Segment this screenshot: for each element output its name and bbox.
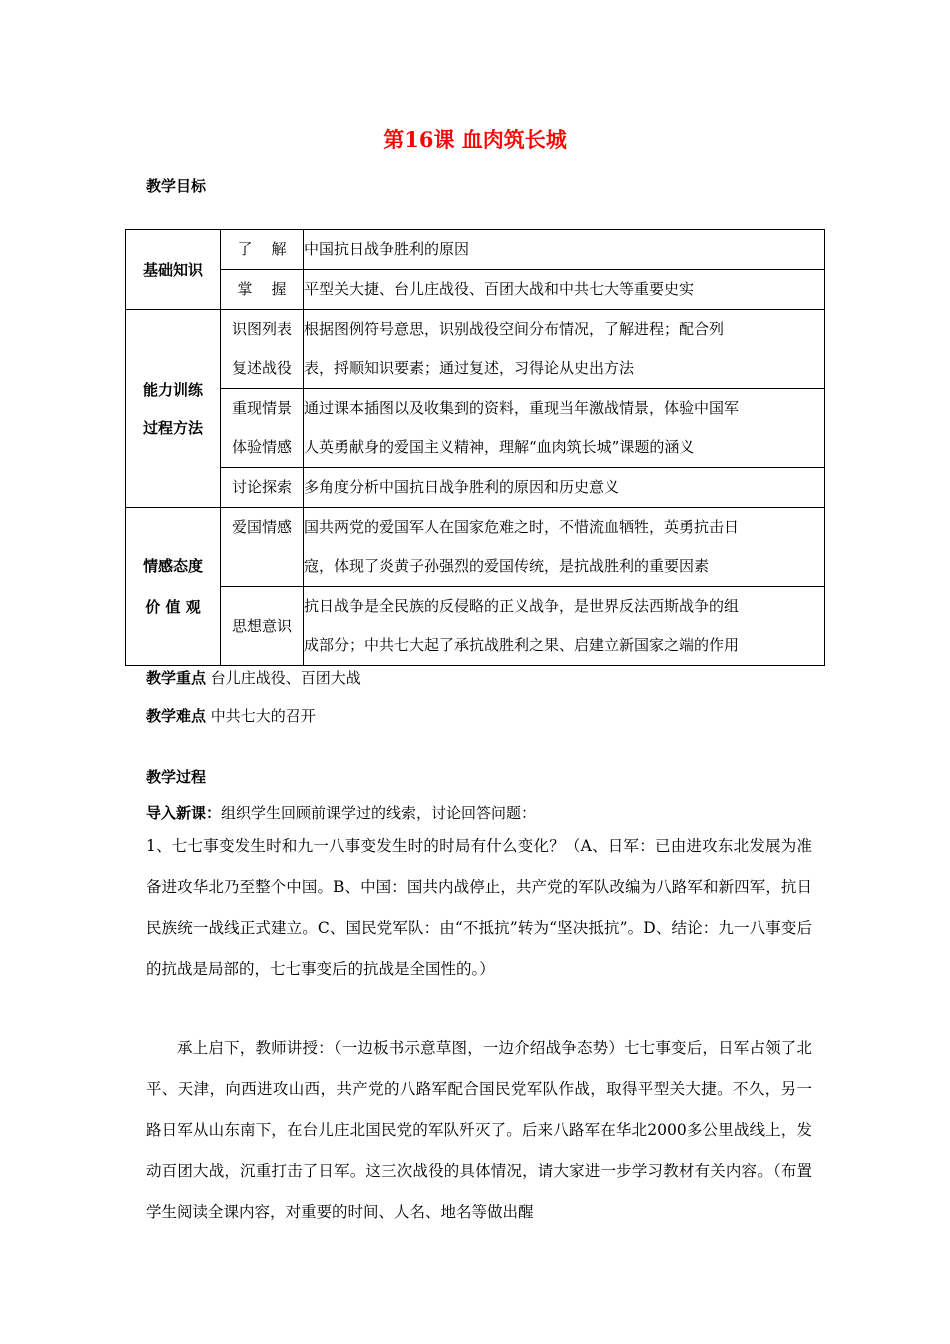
table-row [126,310,825,389]
lecture-paragraph: 承上启下，教师讲授：（一边板书示意草图，一边介绍战争态势）七七事变后，日军占领了北平、天津，向西进攻山西，共产党的八路军配合国民党军队作战，取得平型关大捷。不久，另一路日军从山东南下，在台儿庄北国民党的军队歼灭了。后来八路军在华北2000多公里战线上，发动百团大战，沉重打击了日军。这三次战役的具体情况，请大家进一步学习教材有关内容。（布置学生阅读全课内容，对重要的时间、人名、地名等做出醒 [146,1039,812,1221]
desc-line: 成部分；中共七大起了承抗战胜利之果、启建立新国家之端的作用 [304,636,740,654]
cell-desc: 中国抗日战争胜利的原因 [304,230,825,270]
category-ability [126,310,221,508]
difficulties [146,705,316,726]
cell-desc [304,389,825,468]
category-line: 价 值 观 [145,597,201,616]
sub-label [221,310,304,389]
difficulties-text: 中共七大的召开 [210,707,316,725]
cell-desc [304,508,825,587]
desc-line: 表，捋顺知识要素；通过复述，习得论从史出方法 [304,359,635,377]
table-row [126,270,825,310]
sub-line: 识图列表 [231,320,292,338]
sub-label: 思想意识 [221,587,304,666]
cell-desc: 多角度分析中国抗日战争胜利的原因和历史意义 [304,468,825,508]
process-heading: 教学过程 [146,768,207,786]
table-row [126,389,825,468]
desc-line: 寇，体现了炎黄子孙强烈的爱国传统，是抗战胜利的重要因素 [304,557,710,575]
sub-line: 复述战役 [231,359,292,377]
desc-line: 通过课本插图以及收集到的资料，重现当年激战情景，体验中国军 [304,399,740,417]
objectives-heading: 教学目标 [146,177,207,195]
desc-line: 根据图例符号意思，识别战役空间分布情况，了解进程；配合列 [304,320,725,338]
intro-text: 组织学生回顾前课学过的线索，讨论回答问题： [221,804,537,822]
question-paragraph: 1、七七事变发生时和九一八事变发生时的时局有什么变化？（A、日军：已由进攻东北发展为准备进攻华北乃至整个中国。B、中国：国共内战停止，共产党的军队改编为八路军和新四军，抗日民族统一战线正式建立。C、国民党军队：由“不抵抗”转为“坚决抵抗”。D、结论：九一八事变后的抗战是局部的，七七事变后的抗战是全国性的。） [146,837,812,978]
category-emotion [126,508,221,666]
table-row [126,587,825,666]
key-points-label: 教学重点 [146,669,207,687]
page-title: 第16课 血肉筑长城 [383,127,567,152]
category-line: 过程方法 [142,418,203,437]
key-points [146,667,361,688]
desc-line: 人英勇献身的爱国主义精神，理解“血肉筑长城”课题的涵义 [304,438,695,456]
table-row [126,230,825,270]
sub-line: 重现情景 [231,399,292,417]
cell-desc: 平型关大捷、台儿庄战役、百团大战和中共七大等重要史实 [304,270,825,310]
cell-desc [304,310,825,389]
sub-line: 体验情感 [231,438,292,456]
difficulties-label: 教学难点 [146,707,207,725]
key-points-text: 台儿庄战役、百团大战 [210,669,361,687]
table-row [126,508,825,587]
sub-label: 爱国情感 [221,508,304,587]
category-line: 情感态度 [142,556,203,575]
table-row [126,468,825,508]
category-basic: 基础知识 [126,230,221,310]
desc-line: 抗日战争是全民族的反侵略的正义战争，是世界反法西斯战争的组 [304,597,740,615]
intro-label: 导入新课： [146,804,222,822]
desc-line: 国共两党的爱国军人在国家危难之时，不惜流血牺牲，英勇抗击日 [304,518,740,536]
category-line: 能力训练 [142,380,203,399]
cell-desc [304,587,825,666]
sub-label [221,389,304,468]
intro [146,802,536,823]
objectives-table [125,229,825,666]
sub-label: 了 解 [221,230,304,270]
sub-label: 掌 握 [221,270,304,310]
sub-label: 讨论探索 [221,468,304,508]
